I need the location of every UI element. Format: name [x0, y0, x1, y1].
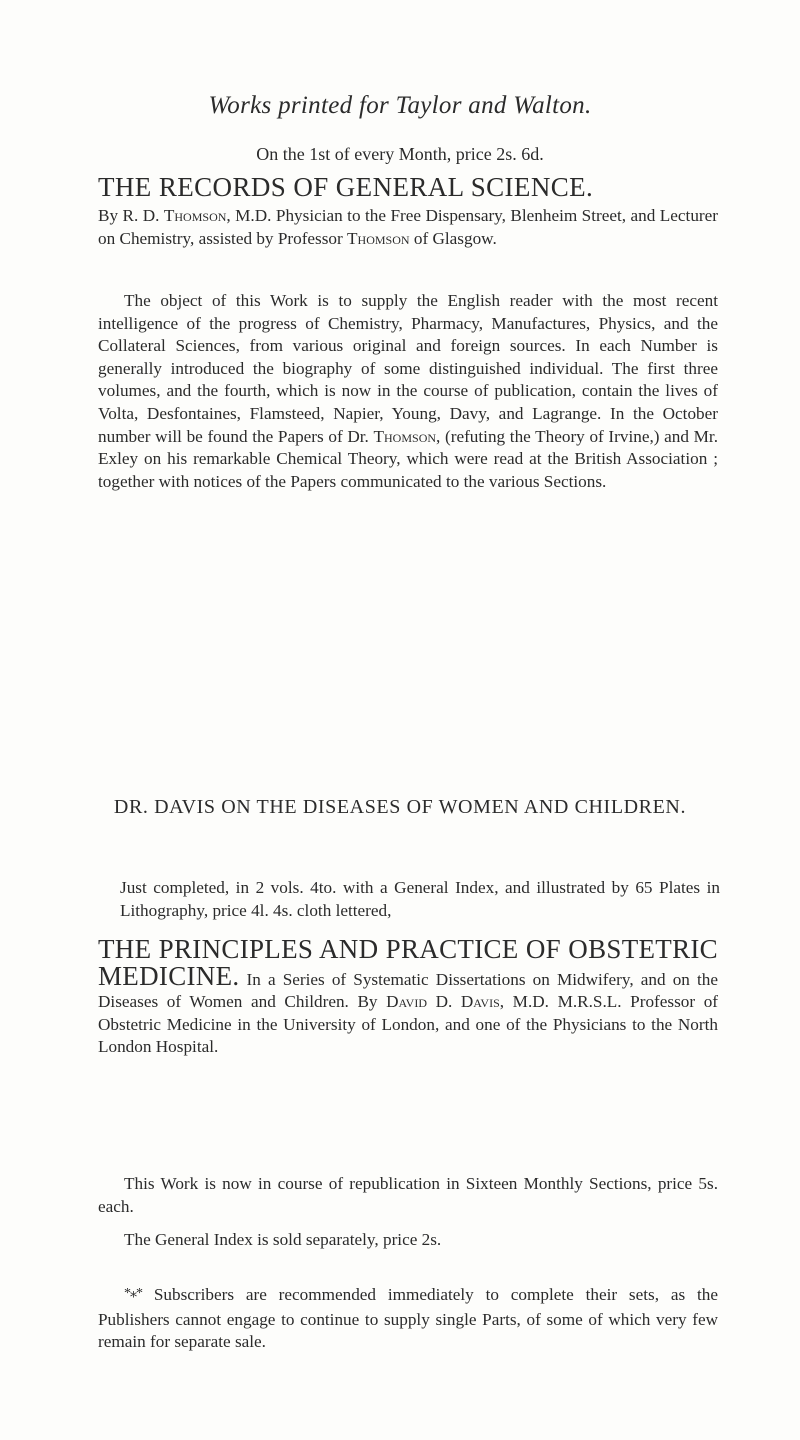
records-description-part-1: The object of this Work is to supply the English reader with the most recent intelligence of the progress of Chemistry, Pharmacy, Manufactures, Physics, and the Collateral Sciences, from various original and foreign sources. In each Number is generally introduced the biography of some distinguished individual. The first three volumes, and the fourth, which is now in the course of publication, contain the lives of Volta, Desfontaines, Flamsteed, Napier, Young, Davy, and Lagrange. In the October number will be found the Papers of Dr. — [98, 291, 718, 446]
records-description-part-2: , (refuting the Theory of Irvine,) and Mr. Exley on his remarkable Chemical Theory, which were read at the British Association ; together with notices of the Papers communicated to the various Sections. — [98, 426, 718, 491]
records-description — [98, 290, 718, 493]
davis-title-rest-2: , M.D. M.R.S.L. Professor of Obstetric Medicine in the University of London, and one of the Physicians to the North London Hospital. — [98, 992, 719, 1057]
davis-subscribers-text: Subscribers are recommended immediately to complete their sets, as the Publishers cannot engage to continue to supply single Parts, of some of which very few remain for separate sale. — [98, 1285, 718, 1352]
davis-heading: DR. DAVIS ON THE DISEASES OF WOMEN AND CHILDREN. — [113, 796, 687, 818]
davis-title-rest-1: In a Series of Systematic Dissertations on Midwifery, and on the Diseases of Women and Children. By — [98, 969, 718, 1012]
records-assistant-name: Thomson — [347, 228, 410, 248]
asterism-mark: *⁎* — [124, 1286, 142, 1301]
records-title: THE RECORDS OF GENERAL SCIENCE. — [98, 172, 594, 202]
records-description-name: Thomson — [373, 426, 437, 446]
davis-republication: This Work is now in course of republication in Sixteen Monthly Sections, price 5s. each. — [98, 1174, 718, 1216]
records-assistant-rest: of Glasgow. — [409, 228, 497, 248]
davis-index-note: The General Index is sold separately, price 2s. — [124, 1230, 442, 1249]
davis-title: THE PRINCIPLES AND PRACTICE OF OBSTETRIC MEDICINE. — [98, 934, 718, 991]
records-author-rest: , M.D. Physician to the Free Dispensary, Blenheim Street, and Lecturer on Chemistry, assisted by Professor — [98, 206, 718, 248]
davis-title-block — [98, 934, 719, 1059]
records-price-line: On the 1st of every Month, price 2s. 6d. — [256, 144, 544, 164]
records-author-block — [98, 205, 718, 250]
records-author-name: Thomson — [163, 206, 227, 225]
davis-completion: Just completed, in 2 vols. 4to. with a General Index, and illustrated by 65 Plates in Lithography, price 4l. 4s. cloth lettered, — [120, 878, 720, 920]
records-author-by: By R. D. — [98, 206, 164, 225]
davis-subscribers-note — [98, 1284, 718, 1354]
running-head: Works printed for Taylor and Walton. — [208, 92, 592, 119]
davis-author-name: David D. Davis — [386, 992, 500, 1012]
